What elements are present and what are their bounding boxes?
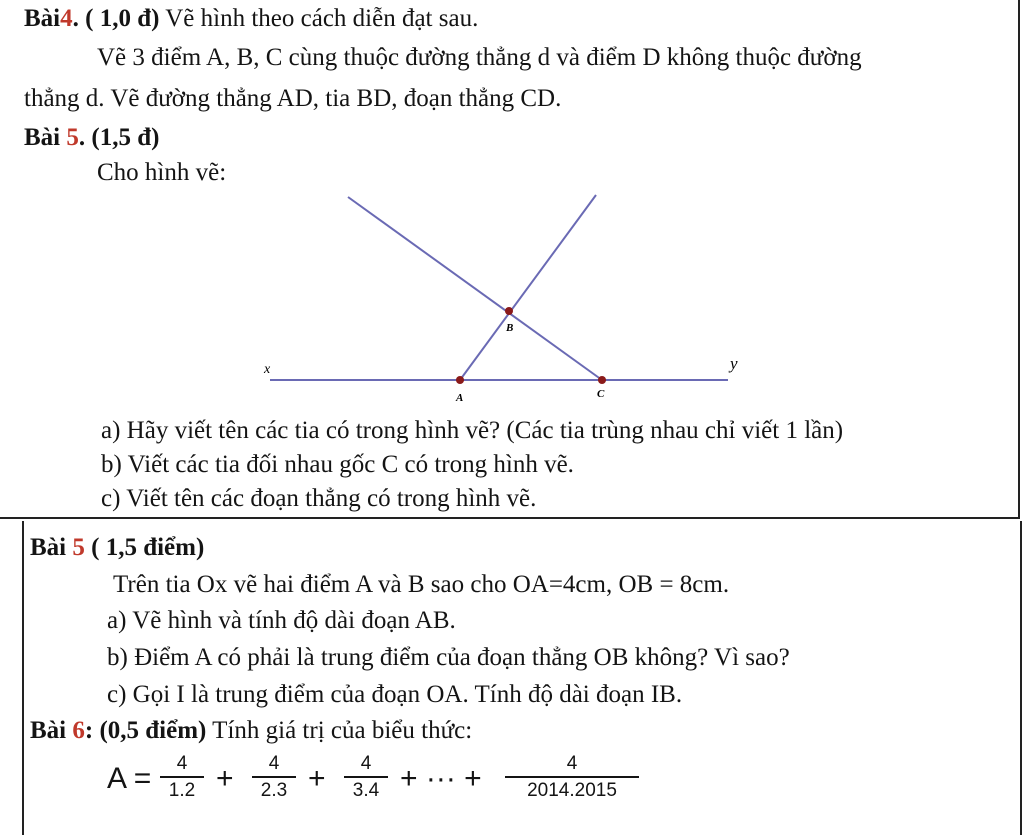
- bai5b-question-c: c) Gọi I là trung điểm của đoạn OA. Tính độ dài đoạn IB.: [107, 681, 683, 708]
- fraction-2: [252, 752, 296, 804]
- bai6-label: Bài: [30, 717, 73, 744]
- bai4-heading: [24, 4, 478, 34]
- point-a: [456, 376, 464, 384]
- bai5a-question-a: a) Hãy viết tên các tia có trong hình vẽ? (Các tia trùng nhau chỉ viết 1 lần): [101, 417, 844, 444]
- bai5b-points: ( 1,5 điểm): [84, 534, 205, 561]
- bai5b-question-a: a) Vẽ hình và tính độ dài đoạn AB.: [107, 607, 456, 634]
- bai5a-intro: Cho hình vẽ:: [97, 159, 227, 186]
- label-x: x: [264, 362, 271, 377]
- plus-1: +: [216, 762, 234, 795]
- bai5a-question-b: b) Viết các tia đối nhau gốc C có trong hình vẽ.: [101, 451, 574, 478]
- plus-2: +: [308, 762, 326, 795]
- fraction-1-denominator: 1.2: [160, 776, 204, 804]
- line-through-b-c: [348, 197, 602, 380]
- bai4-points: . ( 1,0 đ): [72, 5, 160, 32]
- bai5a-question-c: c) Viết tên các đoạn thẳng có trong hình vẽ.: [101, 485, 537, 512]
- ellipsis-terms: + ··· +: [400, 762, 482, 795]
- bai4-label: Bài: [24, 5, 61, 32]
- bai6-number: 6: [72, 717, 85, 744]
- fraction-3-numerator: 4: [360, 753, 372, 774]
- point-c: [598, 376, 606, 384]
- fraction-1: [160, 752, 204, 804]
- bai6-heading: [30, 716, 472, 746]
- fraction-4-denominator: 2014.2015: [505, 776, 639, 804]
- bai5b-question-b: b) Điểm A có phải là trung điểm của đoạn thẳng OB không? Vì sao?: [107, 644, 790, 671]
- label-a: A: [456, 392, 464, 404]
- bai5a-label: Bài: [24, 124, 67, 151]
- bai4-number: 4: [60, 5, 73, 32]
- bai4-line2: thẳng d. Vẽ đường thẳng AD, tia BD, đoạn thẳng CD.: [24, 85, 562, 112]
- fraction-4-numerator: 4: [566, 753, 578, 774]
- fraction-3-denominator: 3.4: [344, 776, 388, 804]
- bai5b-label: Bài: [30, 534, 73, 561]
- bai5b-number: 5: [72, 534, 85, 561]
- fraction-3: [344, 752, 388, 804]
- fraction-2-numerator: 4: [268, 753, 280, 774]
- point-b: [505, 307, 513, 315]
- bai5b-heading: [30, 533, 204, 563]
- label-y: y: [730, 354, 738, 373]
- geometry-figure: [250, 185, 770, 410]
- label-b: B: [506, 322, 514, 334]
- bai6-points: : (0,5 điểm): [84, 717, 207, 744]
- bai5a-number: 5: [66, 124, 79, 151]
- expr-lhs: A =: [107, 762, 152, 795]
- bai5b-intro: Trên tia Ox vẽ hai điểm A và B sao cho OA=4cm, OB = 8cm.: [113, 571, 730, 598]
- fraction-1-numerator: 4: [176, 753, 188, 774]
- bai6-instruction: Tính giá trị của biểu thức:: [206, 717, 473, 744]
- bai5a-heading: [24, 123, 159, 153]
- bai5a-points: . (1,5 đ): [78, 124, 160, 151]
- fraction-2-denominator: 2.3: [252, 776, 296, 804]
- label-c: C: [597, 388, 605, 400]
- bai4-instruction: Vẽ hình theo cách diễn đạt sau.: [159, 5, 479, 32]
- line-through-a-b: [460, 195, 596, 380]
- bai4-line1: Vẽ 3 điểm A, B, C cùng thuộc đường thẳng d và điểm D không thuộc đường: [97, 44, 862, 71]
- fraction-4: [505, 752, 639, 804]
